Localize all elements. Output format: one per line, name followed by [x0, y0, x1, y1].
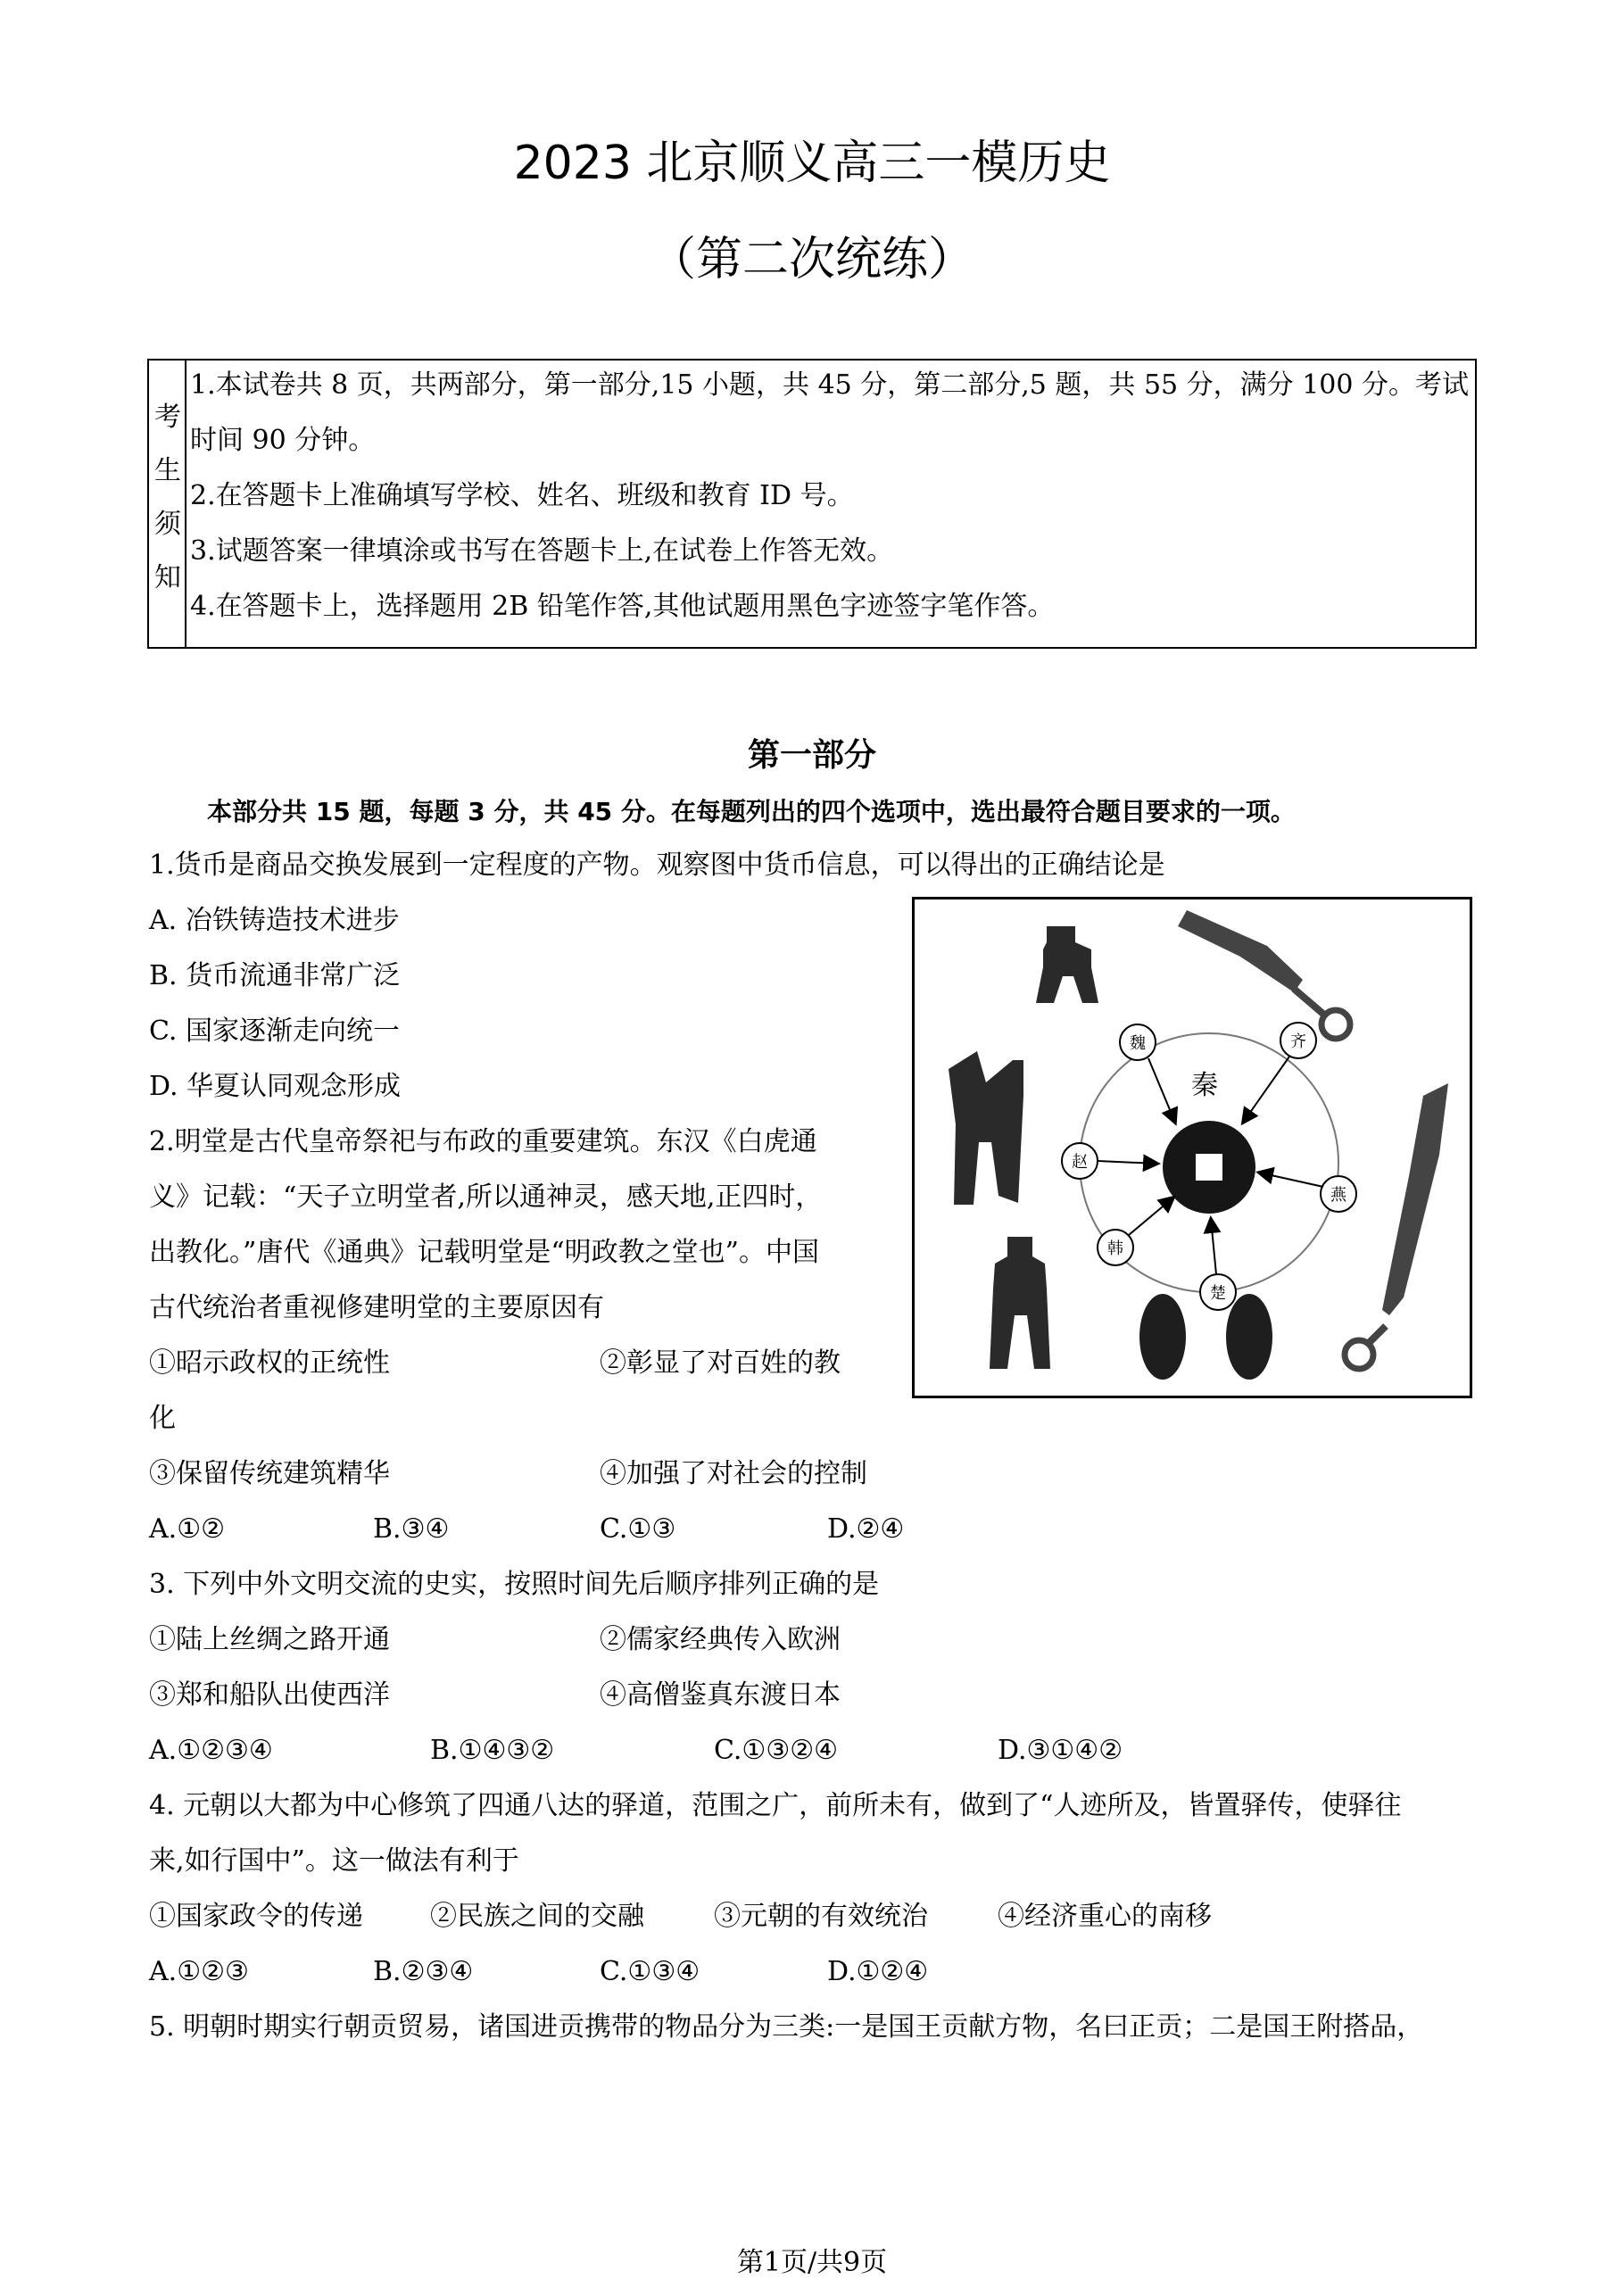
q2-option-d: D.②④ [827, 1513, 905, 1545]
notice-side-char: 须 [154, 509, 181, 540]
currency-figure [912, 897, 1472, 1398]
section-instruction: 本部分共 15 题，每题 3 分，共 45 分。在每题列出的四个选项中，选出最符合题目要求的一项。 [207, 797, 1296, 826]
q2-item-3: ③保留传统建筑精华 [149, 1458, 390, 1489]
q3-option-a: A.①②③④ [149, 1735, 273, 1766]
notice-side-char: 考 [154, 402, 181, 433]
q4-option-c: C.①③④ [600, 1956, 700, 1987]
q4-stem-line: 来,如行国中”。这一做法有利于 [149, 1845, 519, 1877]
q1-stem: 1.货币是商品交换发展到一定程度的产物。观察图中货币信息，可以得出的正确结论是 [149, 850, 1165, 881]
page-footer: 第1页/共9页 [736, 2247, 888, 2278]
q2-stem-line: 义》记载：“天子立明堂者,所以通神灵，感天地,正四时， [149, 1181, 823, 1213]
notice-line: 2.在答题卡上准确填写学校、姓名、班级和教育 ID 号。 [190, 480, 854, 511]
spade-coin-icon [1036, 926, 1098, 1003]
q2-stem-line: 古代统治者重视修建明堂的主要原因有 [149, 1292, 604, 1323]
state-label-qi: 齐 [1290, 1032, 1306, 1051]
q4-item-4: ④经济重心的南移 [998, 1901, 1212, 1932]
q4-item-1: ①国家政令的传递 [149, 1901, 363, 1932]
q2-option-a: A.①② [149, 1513, 225, 1545]
q2-option-b: B.③④ [373, 1513, 450, 1545]
q4-option-d: D.①②④ [827, 1956, 929, 1987]
notice-side-char: 知 [154, 562, 181, 593]
q1-option-b: B. 货币流通非常广泛 [149, 960, 401, 991]
q2-option-c: C.①③ [600, 1513, 676, 1545]
notice-line: 4.在答题卡上，选择题用 2B 铅笔作答,其他试题用黑色字迹签字笔作答。 [190, 591, 1055, 622]
page-title: 2023 北京顺义高三一模历史 [513, 137, 1111, 190]
q2-stem-line: 出教化。”唐代《通典》记载明堂是“明政教之堂也”。中国 [149, 1237, 820, 1268]
spade-coin-icon [990, 1237, 1050, 1369]
q3-item-2: ②儒家经典传入欧洲 [600, 1624, 841, 1655]
q2-item-2-wrap: 化 [149, 1403, 176, 1434]
q3-option-d: D.③①④② [998, 1735, 1123, 1766]
q3-option-c: C.①③②④ [714, 1735, 838, 1766]
notice-box [147, 359, 1477, 649]
notice-line: 3.试题答案一律填涂或书写在答题卡上,在试卷上作答无效。 [190, 535, 894, 567]
q4-option-a: A.①②③ [149, 1956, 249, 1987]
q1-option-d: D. 华夏认同观念形成 [149, 1071, 402, 1102]
q4-item-3: ③元朝的有效统治 [714, 1901, 928, 1932]
notice-side-char: 生 [154, 455, 181, 486]
q3-stem: 3. 下列中外文明交流的史实，按照时间先后顺序排列正确的是 [149, 1569, 880, 1600]
state-label-wei: 魏 [1130, 1034, 1146, 1053]
q2-item-4: ④加强了对社会的控制 [600, 1458, 867, 1489]
currency-diagram [915, 899, 1470, 1396]
q4-option-b: B.②③④ [373, 1956, 474, 1987]
notice-side-label [149, 361, 186, 647]
q3-item-4: ④高僧鉴真东渡日本 [600, 1679, 841, 1711]
state-label-chu: 楚 [1210, 1284, 1226, 1303]
notice-line: 时间 90 分钟。 [190, 425, 376, 456]
page-subtitle: （第二次统练） [649, 233, 974, 286]
spade-coin-icon [949, 1051, 1023, 1205]
knife-coin-icon [1345, 1083, 1448, 1369]
q4-item-2: ②民族之间的交融 [430, 1901, 644, 1932]
state-label-han: 韩 [1107, 1239, 1123, 1258]
notice-line: 1.本试卷共 8 页，共两部分，第一部分,15 小题，共 45 分，第二部分,5 题，共 55 分，满分 100 分。考试 [190, 369, 1470, 401]
state-label-yan: 燕 [1330, 1186, 1346, 1205]
qin-round-coin-icon [1163, 1121, 1255, 1214]
q5-stem-line: 5. 明朝时期实行朝贡贸易，诸国进贡携带的物品分为三类:一是国王贡献方物，名曰正贡；二是国王附搭品， [149, 2011, 1424, 2043]
q3-item-3: ③郑和船队出使西洋 [149, 1679, 390, 1711]
shell-coin-icon [1139, 1294, 1272, 1380]
q3-option-b: B.①④③② [430, 1735, 555, 1766]
state-label-zhao: 赵 [1072, 1153, 1088, 1172]
q2-item-2: ②彰显了对百姓的教 [600, 1347, 841, 1379]
q2-item-1: ①昭示政权的正统性 [149, 1347, 390, 1379]
q4-stem-line: 4. 元朝以大都为中心修筑了四通八达的驿道，范围之广，前所未有，做到了“人迹所及，皆置驿传，使驿往 [149, 1790, 1402, 1821]
q2-stem-line: 2.明堂是古代皇帝祭祀与布政的重要建筑。东汉《白虎通 [149, 1126, 817, 1157]
section-heading: 第一部分 [747, 737, 876, 774]
center-label-qin: 秦 [1191, 1070, 1218, 1101]
q3-item-1: ①陆上丝绸之路开通 [149, 1624, 390, 1655]
knife-coin-icon [1178, 910, 1350, 1039]
q1-option-c: C. 国家逐渐走向统一 [149, 1015, 400, 1047]
q1-option-a: A. 冶铁铸造技术进步 [149, 905, 400, 936]
